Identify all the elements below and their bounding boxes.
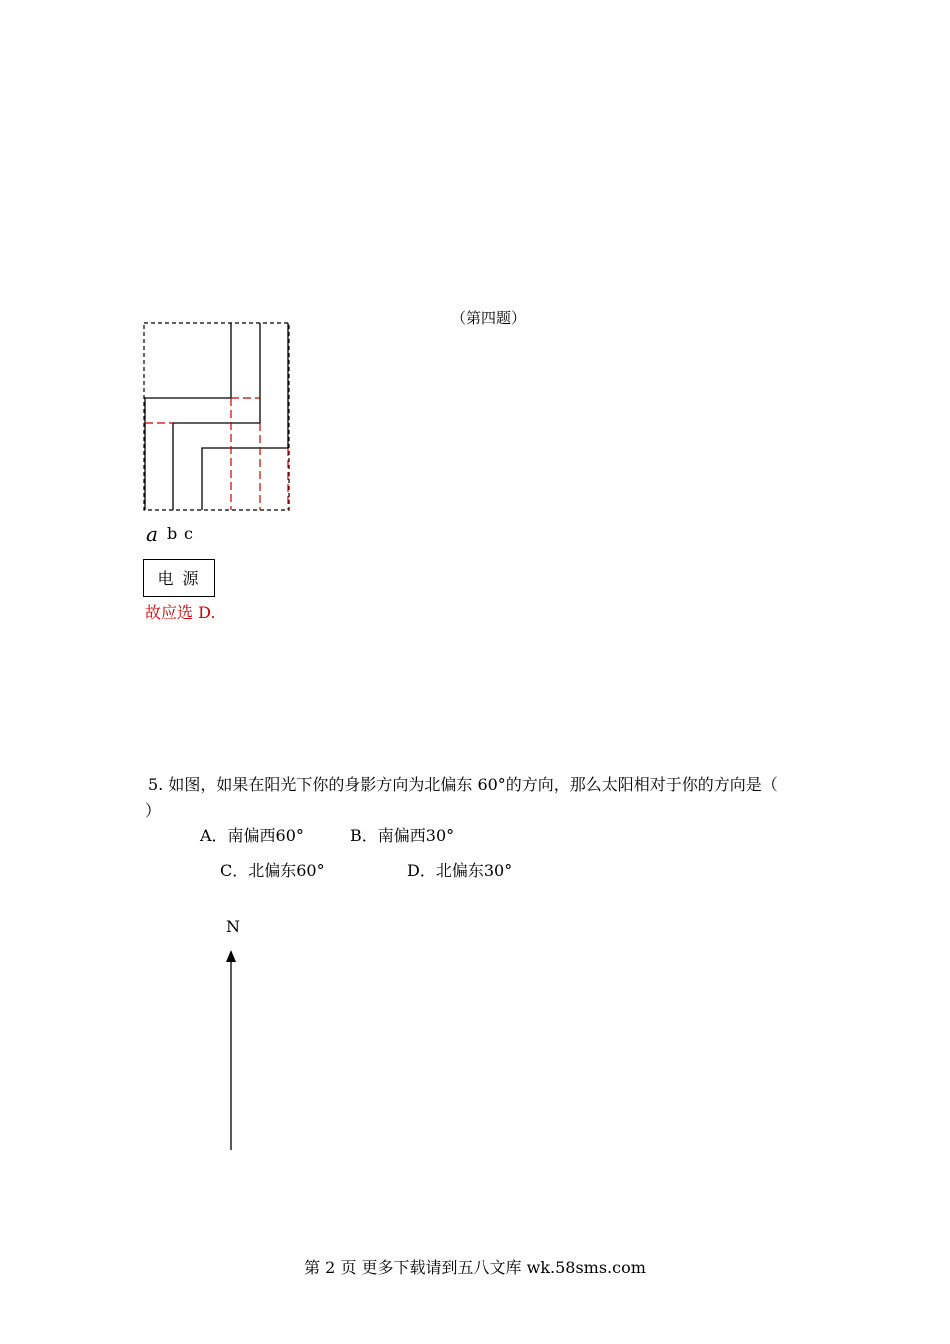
wire-a	[145, 323, 231, 510]
north-label: N	[226, 917, 240, 936]
wire-label-a: a	[146, 522, 158, 546]
wire-label-c: c	[184, 524, 193, 543]
wire-c	[202, 323, 288, 510]
north-arrow-head	[226, 950, 236, 962]
option-a: A．南偏西60°	[200, 826, 304, 845]
page-footer: 第 2 页 更多下载请到五八文库 wk.58sms.com	[304, 1258, 646, 1277]
outer-dashed-frame	[144, 323, 289, 510]
power-source-box: 电 源	[143, 559, 215, 597]
option-d: D．北偏东30°	[407, 861, 513, 880]
figure4-caption: （第四题）	[451, 309, 527, 327]
wire-label-b: b	[167, 524, 178, 543]
answer-text: 故应选 D.	[145, 603, 216, 622]
option-b: B．南偏西30°	[350, 826, 455, 845]
question5-stem: 5. 如图，如果在阳光下你的身影方向为北偏东 60°的方向，那么太阳相对于你的方向是（	[148, 775, 778, 794]
wire-b	[173, 323, 260, 510]
question5-stem-tail: ）	[145, 801, 162, 820]
option-c: C．北偏东60°	[220, 861, 325, 880]
